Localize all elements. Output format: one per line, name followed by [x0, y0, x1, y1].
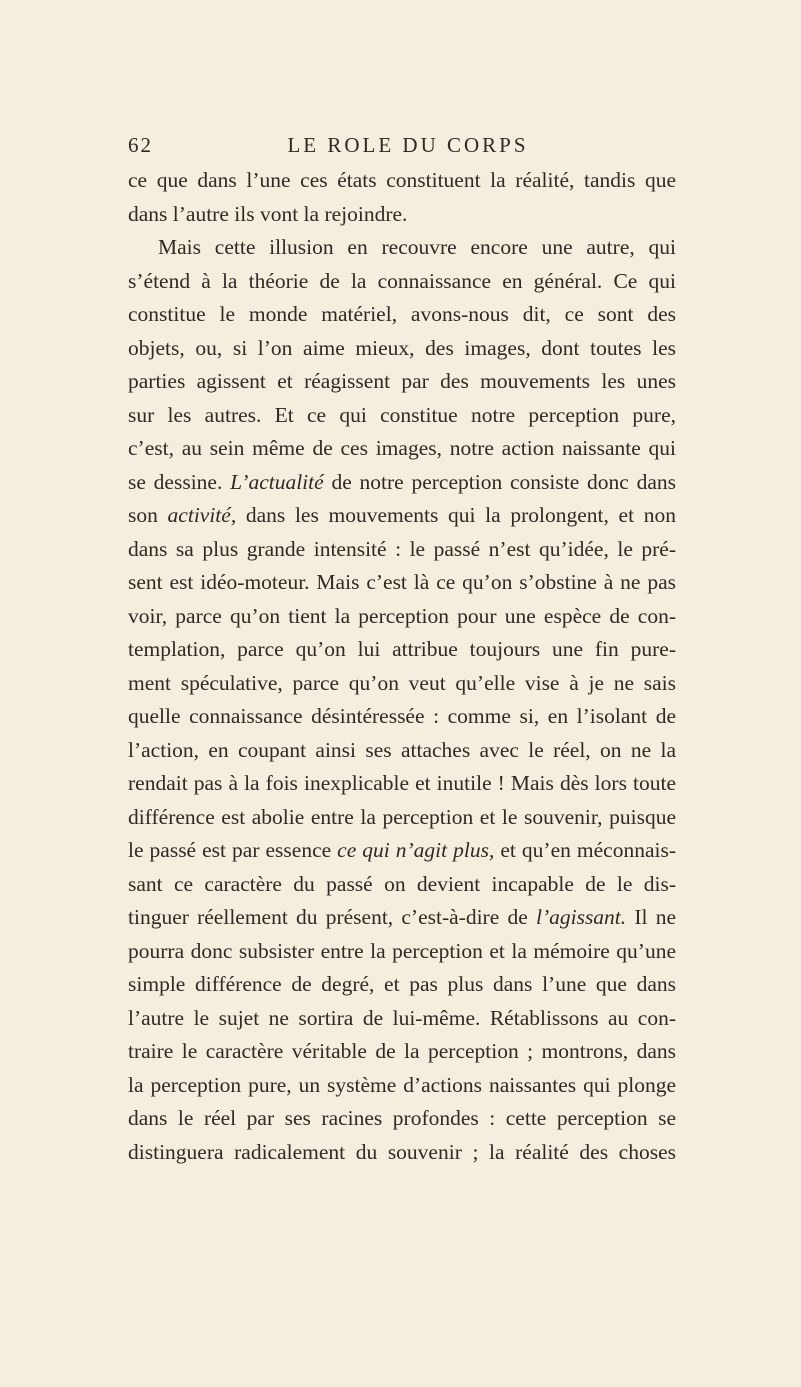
text-line: [128, 868, 676, 902]
text-line: [128, 365, 676, 399]
text-segment: dans le réel par ses racines profondes : cette perception se: [128, 1106, 676, 1130]
running-header: [128, 133, 688, 163]
text-line: [128, 935, 676, 969]
text-segment: rendait pas à la fois inexplicable et inutile ! Mais dès lors toute: [128, 771, 676, 795]
text-segment: voir, parce qu’on tient la perception pour une espèce de con-: [128, 603, 676, 628]
text-segment: simple différence de degré, et pas plus dans l’une que dans: [128, 972, 676, 996]
body-text: [128, 164, 676, 1169]
text-segment: distinguera radicalement du souvenir ; la réalité des choses: [128, 1139, 676, 1164]
text-segment: traire le caractère véritable de la perception ; montrons, dans: [128, 1039, 676, 1063]
text-line: [128, 834, 676, 868]
text-line: [128, 332, 676, 366]
text-line: [128, 901, 676, 935]
text-line: [128, 700, 676, 734]
text-line: [128, 533, 676, 567]
text-segment: Mais cette illusion en recouvre encore une autre, qui: [158, 235, 676, 259]
text-segment: pourra donc subsister entre la perception et la mémoire qu’une: [128, 938, 676, 963]
page-number: 62: [128, 133, 153, 157]
italic-phrase: l’agissant.: [535, 905, 627, 929]
text-segment: templation, parce qu’on lui attribue toujours une fin pure-: [128, 637, 676, 661]
text-line: [128, 231, 676, 265]
text-segment: différence est abolie entre la perception et le souvenir, puisque: [128, 804, 676, 829]
text-segment: ce que dans l’une ces états constituent la réalité, tandis que: [128, 168, 676, 192]
text-segment: la perception pure, un système d’actions naissantes qui plonge: [128, 1072, 676, 1097]
text-segment: constitue le monde matériel, avons-nous dit, ce sont des: [128, 302, 676, 326]
text-line: [128, 164, 676, 198]
text-segment: l’autre le sujet ne sortira de lui-même. Rétablissons au con-: [128, 1005, 676, 1030]
text-segment: objets, ou, si l’on aime mieux, des images, dont toutes les: [128, 335, 676, 360]
text-segment: sent est idéo-moteur. Mais c’est là ce qu’on s’obstine à ne pas: [128, 570, 676, 594]
text-line: [128, 767, 676, 801]
text-segment: sant ce caractère du passé on devient incapable de le dis-: [128, 871, 676, 896]
text-line: [128, 1002, 676, 1036]
text-line: [128, 968, 676, 1002]
text-segment: Il ne: [626, 905, 676, 929]
text-segment: l’action, en coupant ainsi ses attaches avec le réel, on ne la: [128, 737, 676, 762]
text-line: [128, 432, 676, 466]
text-segment: quelle connaissance désintéressée : comme si, en l’isolant de: [128, 704, 676, 728]
text-segment: sur les autres. Et ce qui constitue notre perception pure,: [128, 402, 676, 427]
text-line: [128, 734, 676, 768]
text-segment: dans l’autre ils vont la rejoindre.: [128, 201, 408, 226]
italic-phrase: activité,: [167, 503, 237, 527]
text-line: [128, 633, 676, 667]
text-line: [128, 399, 676, 433]
text-line: [128, 466, 676, 500]
text-segment: c’est, au sein même de ces images, notre action naissante qui: [128, 436, 676, 460]
text-line: [128, 265, 676, 299]
text-segment: ment spéculative, parce qu’on veut qu’elle vise à je ne sais: [128, 670, 676, 695]
running-title: LE ROLE DU CORPS: [287, 133, 529, 157]
text-segment: se dessine.: [128, 469, 231, 494]
italic-phrase: L’actualité: [230, 469, 324, 494]
text-line: [128, 1035, 676, 1069]
text-segment: dans les mouvements qui la prolongent, et non: [236, 503, 676, 527]
text-segment: et qu’en méconnais-: [494, 838, 676, 862]
text-line: [128, 1102, 676, 1136]
text-segment: s’étend à la théorie de la connaissance en général. Ce qui: [128, 268, 676, 293]
italic-phrase: ce qui n’agit plus,: [337, 838, 495, 862]
text-line: [128, 1069, 676, 1103]
text-line: [128, 198, 676, 232]
text-segment: le passé est par essence: [128, 838, 338, 862]
text-segment: parties agissent et réagissent par des mouvements les unes: [128, 369, 676, 393]
text-line: [128, 801, 676, 835]
text-line: [128, 1136, 676, 1170]
text-line: [128, 298, 676, 332]
text-segment: dans sa plus grande intensité : le passé n’est qu’idée, le pré-: [128, 536, 676, 561]
text-segment: tinguer réellement du présent, c’est-à-dire de: [128, 905, 536, 929]
text-line: [128, 600, 676, 634]
text-line: [128, 667, 676, 701]
text-line: [128, 499, 676, 533]
text-segment: de notre perception consiste donc dans: [323, 469, 676, 494]
text-segment: son: [128, 503, 168, 527]
text-line: [128, 566, 676, 600]
